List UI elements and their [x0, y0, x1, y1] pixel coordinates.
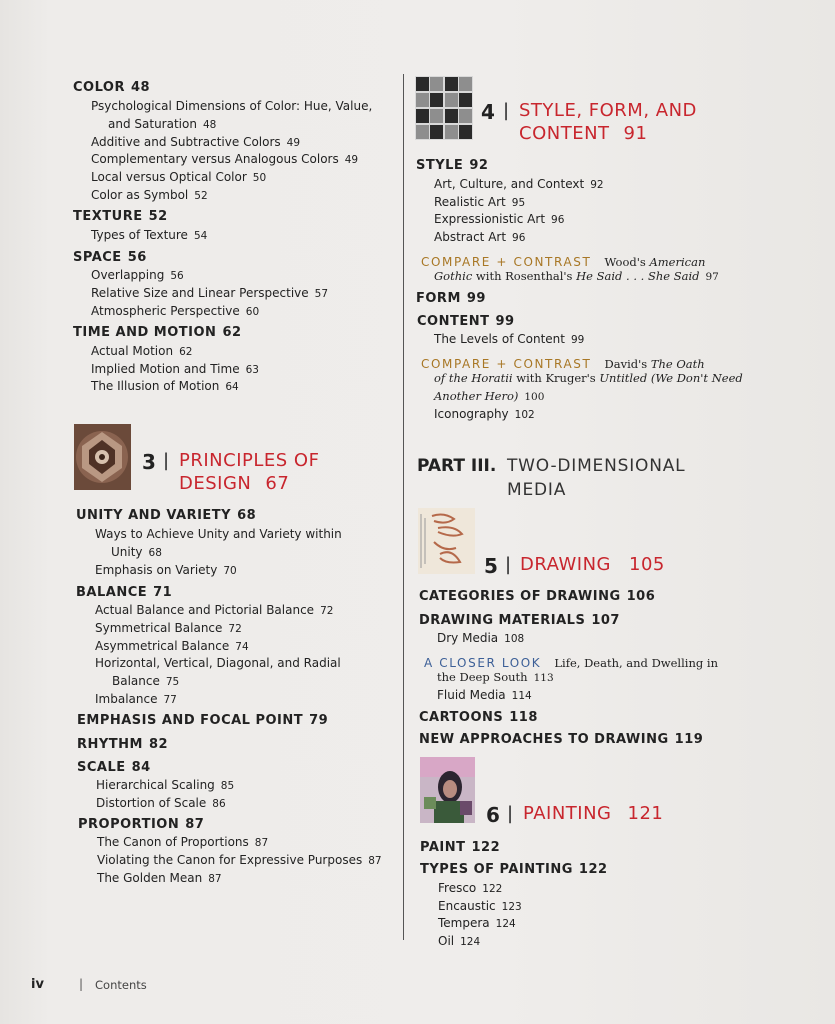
toc-entry[interactable]: Encaustic 123: [438, 899, 522, 913]
toc-entry[interactable]: The Canon of Proportions 87: [97, 835, 269, 849]
chapter-5-title[interactable]: DRAWING 105: [520, 554, 665, 575]
chapter-6-title[interactable]: PAINTING 121: [523, 803, 664, 824]
toc-entry[interactable]: Additive and Subtractive Colors 49: [91, 135, 301, 149]
footer-label: Contents: [95, 978, 147, 992]
toc-heading-time-motion[interactable]: TIME AND MOTION 62: [73, 325, 242, 340]
chapter-6-thumbnail: [420, 757, 475, 823]
toc-heading-space[interactable]: SPACE 56: [73, 250, 147, 265]
toc-heading-categories[interactable]: CATEGORIES OF DRAWING 106: [419, 589, 656, 604]
toc-heading-cartoons[interactable]: CARTOONS 118: [419, 710, 538, 725]
toc-entry[interactable]: Overlapping 56: [91, 268, 184, 282]
toc-entry[interactable]: Emphasis on Variety 70: [95, 563, 237, 577]
toc-entry[interactable]: Local versus Optical Color 50: [91, 170, 267, 184]
toc-entry[interactable]: Psychological Dimensions of Color: Hue, Value,: [91, 99, 373, 113]
chapter-6-separator: |: [507, 803, 514, 824]
toc-entry[interactable]: Fluid Media 114: [437, 688, 532, 702]
toc-entry[interactable]: Oil 124: [438, 934, 481, 948]
toc-entry[interactable]: Art, Culture, and Context 92: [434, 177, 604, 191]
toc-entry[interactable]: Horizontal, Vertical, Diagonal, and Radial: [95, 656, 341, 670]
chapter-6-number: 6: [486, 803, 500, 827]
toc-heading-emphasis[interactable]: EMPHASIS AND FOCAL POINT 79: [77, 713, 329, 728]
footer-separator: |: [79, 977, 84, 991]
footer-page-number: iv: [31, 977, 44, 992]
toc-heading-form[interactable]: FORM 99: [416, 291, 486, 306]
toc-heading-rhythm[interactable]: RHYTHM 82: [77, 737, 169, 752]
toc-heading-color[interactable]: COLOR 48: [73, 80, 151, 95]
compare-contrast-feature[interactable]: COMPARE + CONTRAST Wood's American: [421, 255, 706, 269]
closer-look-text-cont[interactable]: the Deep South 113: [437, 670, 554, 684]
toc-entry[interactable]: Types of Texture 54: [91, 228, 208, 242]
compare-contrast-label: COMPARE + CONTRAST: [421, 255, 592, 269]
toc-entry[interactable]: Realistic Art 95: [434, 195, 526, 209]
toc-heading-style[interactable]: STYLE 92: [416, 158, 489, 173]
chapter-5-number: 5: [484, 554, 498, 578]
toc-entry[interactable]: Dry Media 108: [437, 631, 525, 645]
toc-entry[interactable]: Actual Motion 62: [91, 344, 193, 358]
compare-contrast-text-cont[interactable]: Another Hero) 100: [434, 389, 545, 403]
chapter-5-separator: |: [505, 554, 512, 575]
chapter-3-separator: |: [163, 450, 170, 471]
toc-entry[interactable]: Imbalance 77: [95, 692, 177, 706]
toc-entry[interactable]: Hierarchical Scaling 85: [96, 778, 235, 792]
chapter-4-number: 4: [481, 100, 495, 124]
part-3-title-cont[interactable]: MEDIA: [507, 480, 567, 500]
chapter-5-thumbnail: [418, 508, 475, 574]
toc-entry[interactable]: Tempera 124: [438, 916, 516, 930]
compare-contrast-text-cont[interactable]: of the Horatii with Kruger's Untitled (We Don't Need: [434, 371, 743, 385]
toc-entry[interactable]: Abstract Art 96: [434, 230, 526, 244]
toc-heading-proportion[interactable]: PROPORTION 87: [78, 817, 205, 832]
toc-heading-types-of-painting[interactable]: TYPES OF PAINTING 122: [420, 862, 608, 877]
chapter-3-thumbnail: [74, 424, 131, 490]
chapter-3-title[interactable]: PRINCIPLES OF: [179, 450, 320, 471]
compare-contrast-label: COMPARE + CONTRAST: [421, 357, 592, 371]
toc-entry[interactable]: Fresco 122: [438, 881, 503, 895]
closer-look-feature[interactable]: A CLOSER LOOK Life, Death, and Dwelling in: [424, 656, 718, 670]
toc-heading-unity-variety[interactable]: UNITY AND VARIETY 68: [76, 508, 257, 523]
toc-entry[interactable]: Implied Motion and Time 63: [91, 362, 259, 376]
chapter-4-title[interactable]: STYLE, FORM, AND: [519, 100, 697, 121]
chapter-3-title-cont[interactable]: DESIGN 67: [179, 473, 290, 494]
toc-heading-paint[interactable]: PAINT 122: [420, 840, 501, 855]
toc-entry-cont[interactable]: Balance 75: [112, 674, 180, 688]
toc-entry[interactable]: Iconography 102: [434, 407, 535, 421]
compare-contrast-feature[interactable]: COMPARE + CONTRAST David's The Oath: [421, 357, 705, 371]
part-3-label: PART III.: [417, 456, 497, 476]
toc-heading-texture[interactable]: TEXTURE 52: [73, 209, 168, 224]
toc-entry[interactable]: Expressionistic Art 96: [434, 212, 565, 226]
compare-contrast-text-cont[interactable]: Gothic with Rosenthal's He Said . . . She Said 97: [434, 269, 719, 283]
toc-heading-scale[interactable]: SCALE 84: [77, 760, 151, 775]
toc-heading-content[interactable]: CONTENT 99: [417, 314, 515, 329]
toc-entry[interactable]: Ways to Achieve Unity and Variety within: [95, 527, 342, 541]
toc-entry[interactable]: The Illusion of Motion 64: [91, 379, 239, 393]
toc-entry[interactable]: Symmetrical Balance 72: [95, 621, 242, 635]
toc-entry[interactable]: The Levels of Content 99: [434, 332, 585, 346]
toc-heading-materials[interactable]: DRAWING MATERIALS 107: [419, 613, 620, 628]
toc-entry[interactable]: Violating the Canon for Expressive Purposes 87: [97, 853, 382, 867]
toc-entry[interactable]: Atmospheric Perspective 60: [91, 304, 260, 318]
toc-entry-cont[interactable]: and Saturation 48: [108, 117, 217, 131]
chapter-4-title-cont[interactable]: CONTENT 91: [519, 123, 648, 144]
column-divider: [403, 74, 404, 940]
toc-entry[interactable]: Distortion of Scale 86: [96, 796, 226, 810]
toc-entry[interactable]: Relative Size and Linear Perspective 57: [91, 286, 329, 300]
chapter-4-separator: |: [503, 100, 510, 121]
chapter-3-number: 3: [142, 450, 156, 474]
toc-entry-cont[interactable]: Unity 68: [111, 545, 162, 559]
toc-heading-new-approaches[interactable]: NEW APPROACHES TO DRAWING 119: [419, 732, 704, 747]
closer-look-label: A CLOSER LOOK: [424, 656, 542, 670]
toc-heading-balance[interactable]: BALANCE 71: [76, 585, 173, 600]
toc-entry[interactable]: The Golden Mean 87: [97, 871, 222, 885]
part-3-title[interactable]: TWO-DIMENSIONAL: [507, 456, 686, 476]
toc-entry[interactable]: Color as Symbol 52: [91, 188, 208, 202]
toc-entry[interactable]: Asymmetrical Balance 74: [95, 639, 249, 653]
toc-entry[interactable]: Complementary versus Analogous Colors 49: [91, 152, 359, 166]
toc-entry[interactable]: Actual Balance and Pictorial Balance 72: [95, 603, 334, 617]
chapter-4-thumbnail: [415, 76, 473, 140]
